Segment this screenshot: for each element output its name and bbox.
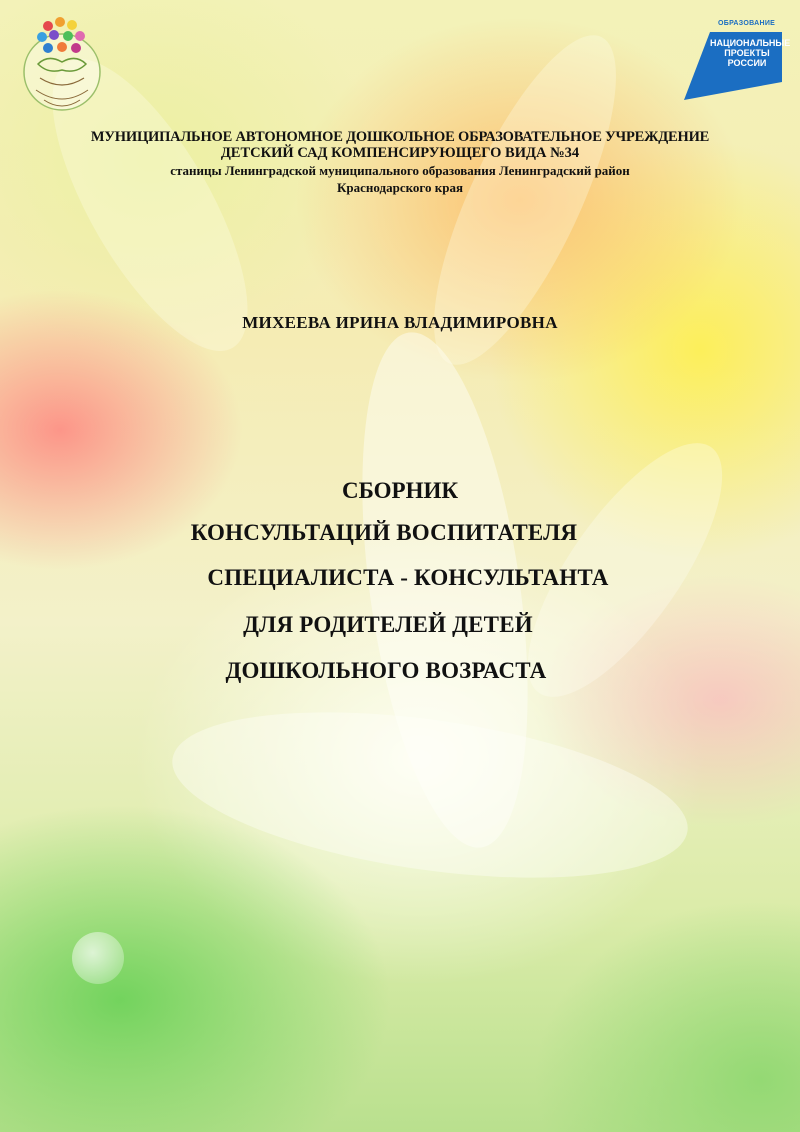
institution-line: ДЕТСКИЙ САД КОМПЕНСИРУЮЩЕГО ВИДА №34 xyxy=(220,145,580,161)
author-name: МИХЕЕВА ИРИНА ВЛАДИМИРОВНА xyxy=(242,313,558,332)
institution-line: Краснодарского края xyxy=(336,180,464,195)
title-line: ДЛЯ РОДИТЕЛЕЙ ДЕТЕЙ xyxy=(243,612,533,637)
logo-top-text: ОБРАЗОВАНИЕ xyxy=(718,20,776,27)
background-bubble xyxy=(72,932,124,984)
title-line: КОНСУЛЬТАЦИЙ ВОСПИТАТЕЛЯ xyxy=(190,520,578,545)
institution-line: станицы Ленинградской муниципального образования Ленинградский район xyxy=(170,163,630,178)
logo-main-text: НАЦИОНАЛЬНЫЕ ПРОЕКТЫ РОССИИ xyxy=(710,38,791,68)
title-line: ДОШКОЛЬНОГО ВОЗРАСТА xyxy=(225,658,547,683)
institution-line: МУНИЦИПАЛЬНОЕ АВТОНОМНОЕ ДОШКОЛЬНОЕ ОБРАЗОВАТЕЛЬНОЕ УЧРЕЖДЕНИЕ xyxy=(90,129,710,145)
national-projects-logo-icon xyxy=(680,16,791,100)
title-line: СБОРНИК xyxy=(341,478,459,503)
kindergarten-emblem-icon xyxy=(18,12,106,124)
title-line: СПЕЦИАЛИСТА - КОНСУЛЬТАНТА xyxy=(207,565,609,590)
